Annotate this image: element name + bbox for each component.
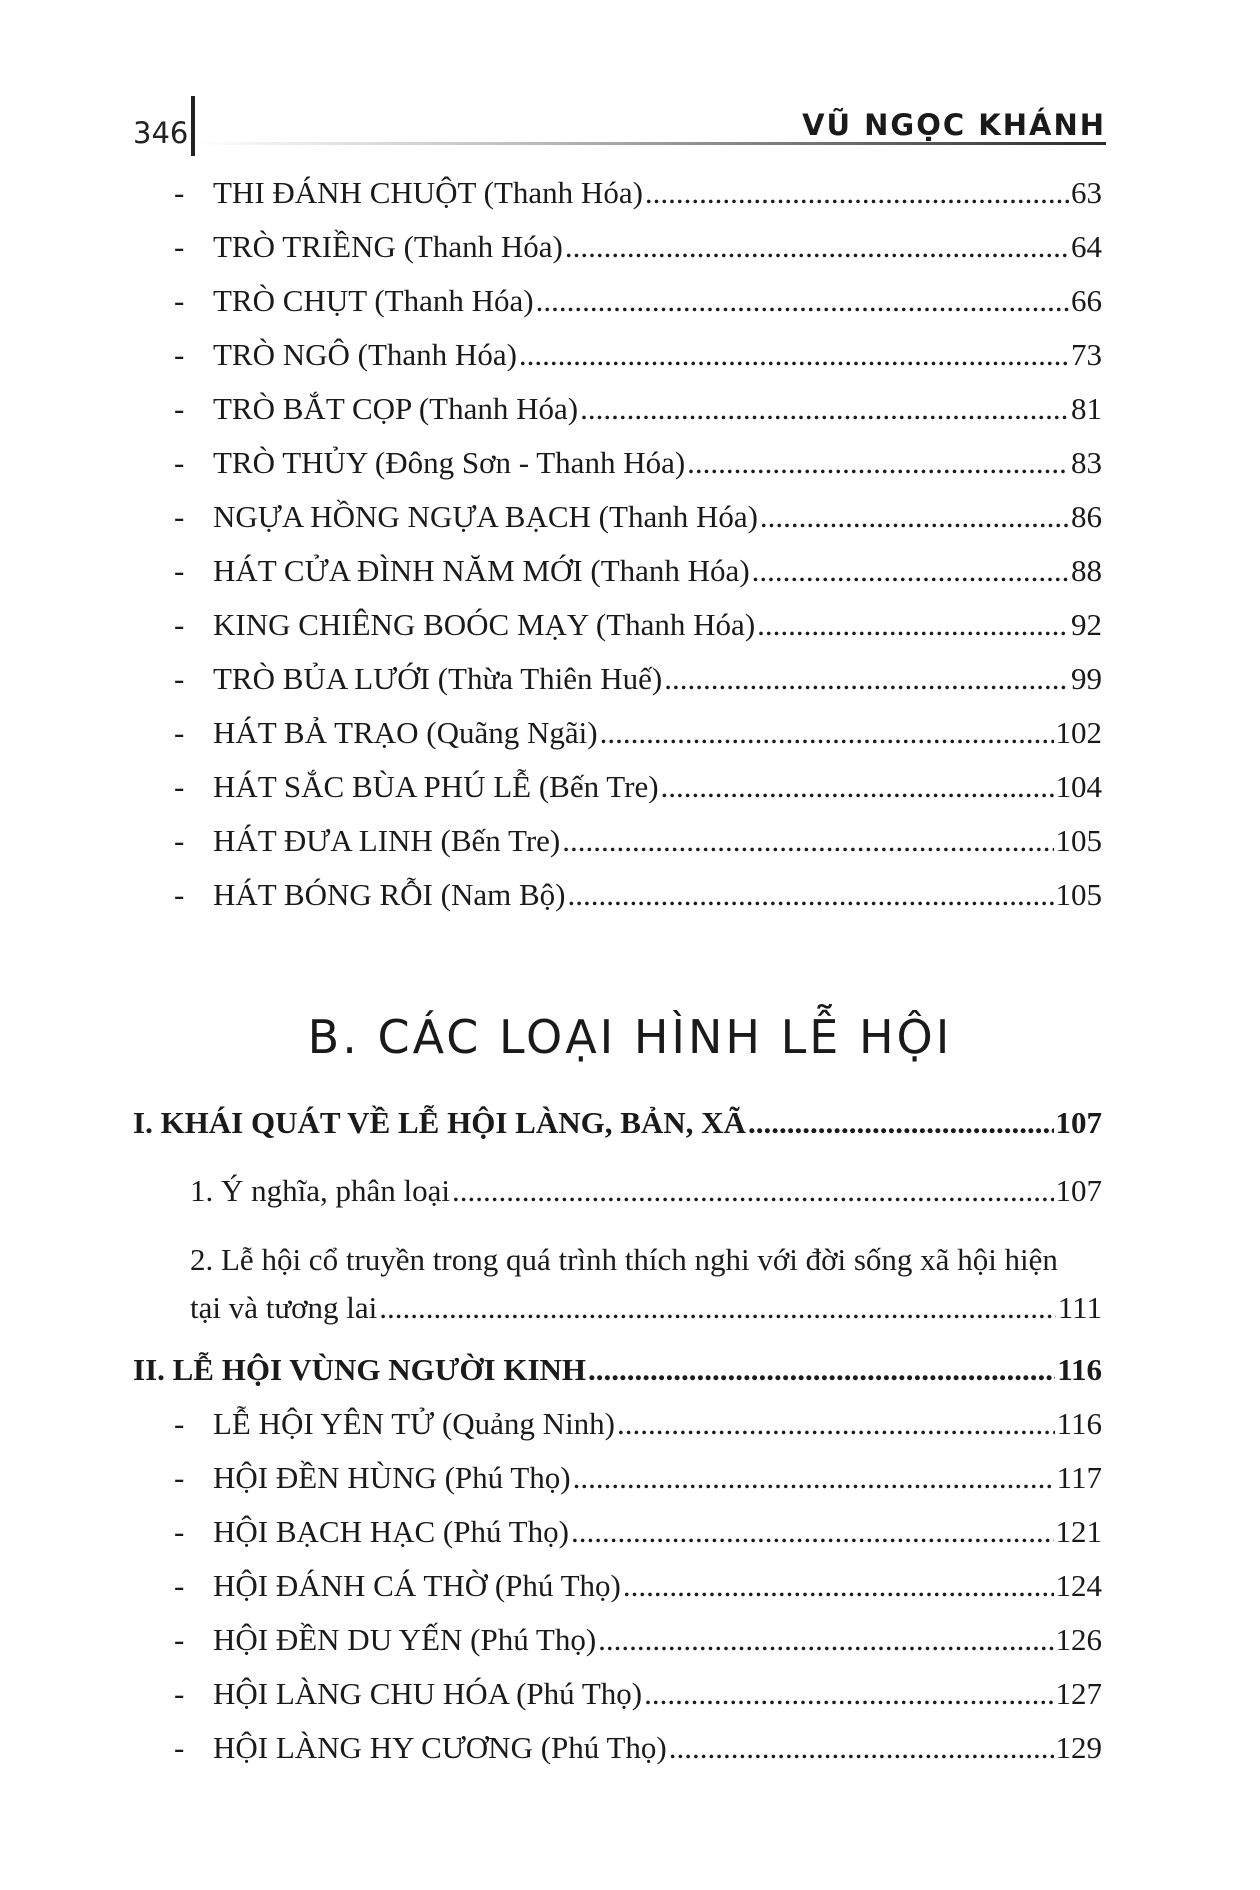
dot-leader [760,499,1069,535]
dot-leader [687,445,1069,481]
subentry-page: 107 [1055,1173,1102,1208]
dot-leader [623,1568,1054,1604]
entry-title: LỄ HỘI YÊN TỬ (Quảng Ninh) [213,1406,616,1441]
entry-dash: - [174,877,185,912]
toc-entry [174,445,1102,481]
entry-page: 73 [1071,337,1102,372]
heading-page: 107 [1055,1105,1102,1140]
entry-page: 127 [1055,1676,1102,1711]
toc-entry [174,1406,1102,1442]
entry-page: 81 [1071,391,1102,426]
entry-title: THI ĐÁNH CHUỘT (Thanh Hóa) [213,175,643,210]
entry-dash: - [174,175,185,210]
entry-dash: - [174,337,185,372]
toc-subentry [190,1242,1102,1326]
entry-dash: - [174,823,185,858]
subentry-title-line2: tại và tương lai [190,1290,378,1325]
running-header-author: VŨ NGỌC KHÁNH [802,108,1106,142]
entry-dash: - [174,229,185,264]
dot-leader [588,1352,1055,1388]
entry-page: 88 [1071,553,1102,588]
entry-title: TRÒ NGÔ (Thanh Hóa) [213,337,517,372]
section-title: B. CÁC LOẠI HÌNH LỄ HỘI [307,1010,953,1064]
entry-title: HÁT CỬA ĐÌNH NĂM MỚI (Thanh Hóa) [213,553,750,588]
toc-entry [174,283,1102,319]
entry-dash: - [174,1568,185,1603]
dot-leader [600,715,1054,751]
dot-leader [573,1460,1055,1496]
entry-title: HỘI LÀNG HY CƯƠNG (Phú Thọ) [213,1730,667,1765]
dot-leader [644,1676,1053,1712]
page-number: 346 [133,116,189,150]
toc-entry [174,1730,1102,1766]
entry-title: TRÒ BẮT CỌP (Thanh Hóa) [213,391,579,426]
toc-entry [174,1568,1102,1604]
entry-page: 99 [1071,661,1102,696]
dot-leader [565,229,1069,265]
entry-dash: - [174,445,185,480]
dot-leader [748,1105,1054,1141]
toc-entry [174,499,1102,535]
entry-dash: - [174,1676,185,1711]
entry-dash: - [174,715,185,750]
dot-leader [757,607,1069,643]
entry-title: HỘI ĐỀN HÙNG (Phú Thọ) [213,1460,571,1495]
entry-page: 121 [1055,1514,1102,1549]
dot-leader [617,1406,1055,1442]
entry-dash: - [174,391,185,426]
entry-title: TRÒ CHỤT (Thanh Hóa) [213,283,534,318]
dot-leader [379,1290,1056,1326]
toc-entry [174,1460,1102,1496]
toc-entry [174,1622,1102,1658]
entry-page: 83 [1071,445,1102,480]
entry-title: KING CHIÊNG BOÓC MẠY (Thanh Hóa) [213,607,756,642]
heading-title: II. LỄ HỘI VÙNG NGƯỜI KINH [133,1352,587,1387]
toc-subentry [190,1173,1102,1209]
entry-page: 126 [1055,1622,1102,1657]
entry-title: HỘI BẠCH HẠC (Phú Thọ) [213,1514,569,1549]
toc-entry [174,1676,1102,1712]
entry-title: HỘI ĐÁNH CÁ THỜ (Phú Thọ) [213,1568,621,1603]
toc-heading [133,1352,1102,1388]
entry-dash: - [174,1460,185,1495]
toc-entry [174,769,1102,805]
entry-dash: - [174,283,185,318]
toc-entry [174,337,1102,373]
entry-dash: - [174,1730,185,1765]
dot-leader [567,877,1053,913]
entry-title: TRÒ THỦY (Đông Sơn - Thanh Hóa) [213,445,686,480]
dot-leader [519,337,1069,373]
entry-title: HÁT ĐƯA LINH (Bến Tre) [213,823,561,858]
heading-title: I. KHÁI QUÁT VỀ LỄ HỘI LÀNG, BẢN, XÃ [133,1105,746,1140]
dot-leader [562,823,1053,859]
entry-dash: - [174,607,185,642]
entry-title: TRÒ TRIỀNG (Thanh Hóa) [213,229,563,264]
dot-leader [598,1622,1053,1658]
toc-entry [174,661,1102,697]
entry-page: 105 [1055,823,1102,858]
toc-entry [174,175,1102,211]
entry-title: HÁT SẮC BÙA PHÚ LỄ (Bến Tre) [213,769,659,804]
dot-leader [661,769,1054,805]
entry-page: 124 [1055,1568,1102,1603]
entry-dash: - [174,661,185,696]
entry-dash: - [174,1514,185,1549]
heading-page: 116 [1057,1352,1102,1387]
subentry-page: 111 [1057,1290,1102,1325]
entry-page: 63 [1071,175,1102,210]
dot-leader [452,1173,1053,1209]
entry-title: HÁT BÓNG RỖI (Nam Bộ) [213,877,566,912]
dot-leader [645,175,1069,211]
entry-page: 92 [1071,607,1102,642]
toc-entry [174,229,1102,265]
entry-title: HỘI LÀNG CHU HÓA (Phú Thọ) [213,1676,643,1711]
header-rule [196,142,1106,145]
entry-dash: - [174,1622,185,1657]
dot-leader [580,391,1069,427]
toc-heading [133,1105,1102,1141]
subentry-title: 1. Ý nghĩa, phân loại [190,1173,451,1208]
entry-page: 105 [1055,877,1102,912]
dot-leader [669,1730,1054,1766]
entry-page: 129 [1055,1730,1102,1765]
entry-page: 116 [1056,1406,1102,1441]
toc-entry [174,1514,1102,1550]
toc-entry [174,607,1102,643]
entry-title: HỘI ĐỀN DU YẾN (Phú Thọ) [213,1622,597,1657]
dot-leader [752,553,1069,589]
header-divider-bar [191,96,195,156]
entry-page: 117 [1056,1460,1102,1495]
dot-leader [536,283,1069,319]
entry-page: 66 [1071,283,1102,318]
entry-title: TRÒ BỦA LƯỚI (Thừa Thiên Huế) [213,661,663,696]
entry-page: 102 [1055,715,1102,750]
dot-leader [571,1514,1054,1550]
entry-page: 86 [1071,499,1102,534]
toc-entry [174,715,1102,751]
entry-title: HÁT BẢ TRẠO (Quãng Ngãi) [213,715,598,750]
entry-dash: - [174,769,185,804]
subentry-title-line1: 2. Lễ hội cổ truyền trong quá trình thích nghi với đời sống xã hội hiện [190,1242,1058,1277]
toc-entry [174,877,1102,913]
toc-entry [174,553,1102,589]
entry-page: 64 [1071,229,1102,264]
entry-dash: - [174,553,185,588]
entry-dash: - [174,499,185,534]
entry-title: NGỰA HỒNG NGỰA BẠCH (Thanh Hóa) [213,499,758,534]
toc-entry [174,823,1102,859]
entry-dash: - [174,1406,185,1441]
entry-page: 104 [1055,769,1102,804]
running-header [0,96,1260,156]
toc-entry [174,391,1102,427]
dot-leader [664,661,1069,697]
